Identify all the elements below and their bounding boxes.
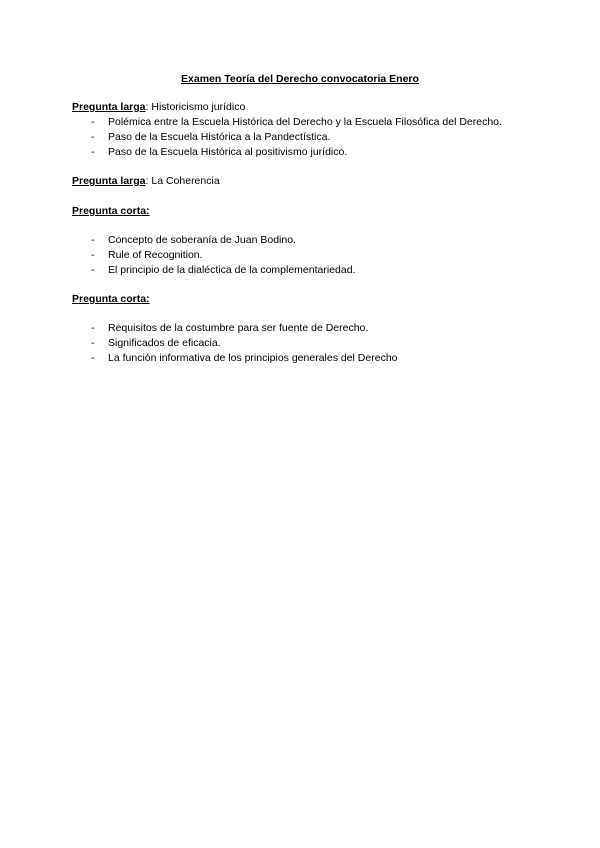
section-heading — [72, 100, 245, 114]
section-heading — [72, 292, 150, 306]
list-bullet: - — [91, 116, 95, 128]
list-item-text: Rule of Recognition. — [108, 249, 203, 261]
list-item-text: Significados de eficacia. — [108, 337, 221, 349]
list-bullet: - — [91, 234, 95, 246]
list-bullet: - — [91, 352, 95, 364]
list-item-text: Concepto de soberanía de Juan Bodino. — [108, 234, 296, 246]
list-bullet: - — [91, 146, 95, 158]
list-item-text: El principio de la dialéctica de la complementariedad. — [108, 264, 356, 276]
document-title: Examen Teoría del Derecho convocatoria Enero — [181, 73, 419, 85]
list-item-text: Paso de la Escuela Histórica al positivismo jurídico. — [108, 146, 348, 158]
list-bullet: - — [91, 131, 95, 143]
list-item-text: Paso de la Escuela Histórica a la Pandectística. — [108, 131, 331, 143]
section-label: Pregunta larga — [72, 175, 146, 187]
section-topic: : La Coherencia — [145, 175, 220, 187]
list-bullet: - — [91, 264, 95, 276]
section-label: Pregunta larga — [72, 101, 146, 113]
section-label: Pregunta corta: — [72, 205, 150, 217]
list-item-text: Requisitos de la costumbre para ser fuente de Derecho. — [108, 322, 369, 334]
list-item-text: Polémica entre la Escuela Histórica del Derecho y la Escuela Filosófica del Derecho. — [108, 116, 502, 128]
section-topic: : Historicismo jurídico — [145, 101, 246, 113]
list-item-text: La función informativa de los principios generales del Derecho — [108, 352, 398, 364]
section-label: Pregunta corta: — [72, 293, 150, 305]
section-heading — [72, 174, 220, 188]
list-bullet: - — [91, 322, 95, 334]
section-heading — [72, 204, 150, 218]
list-bullet: - — [91, 249, 95, 261]
list-bullet: - — [91, 337, 95, 349]
